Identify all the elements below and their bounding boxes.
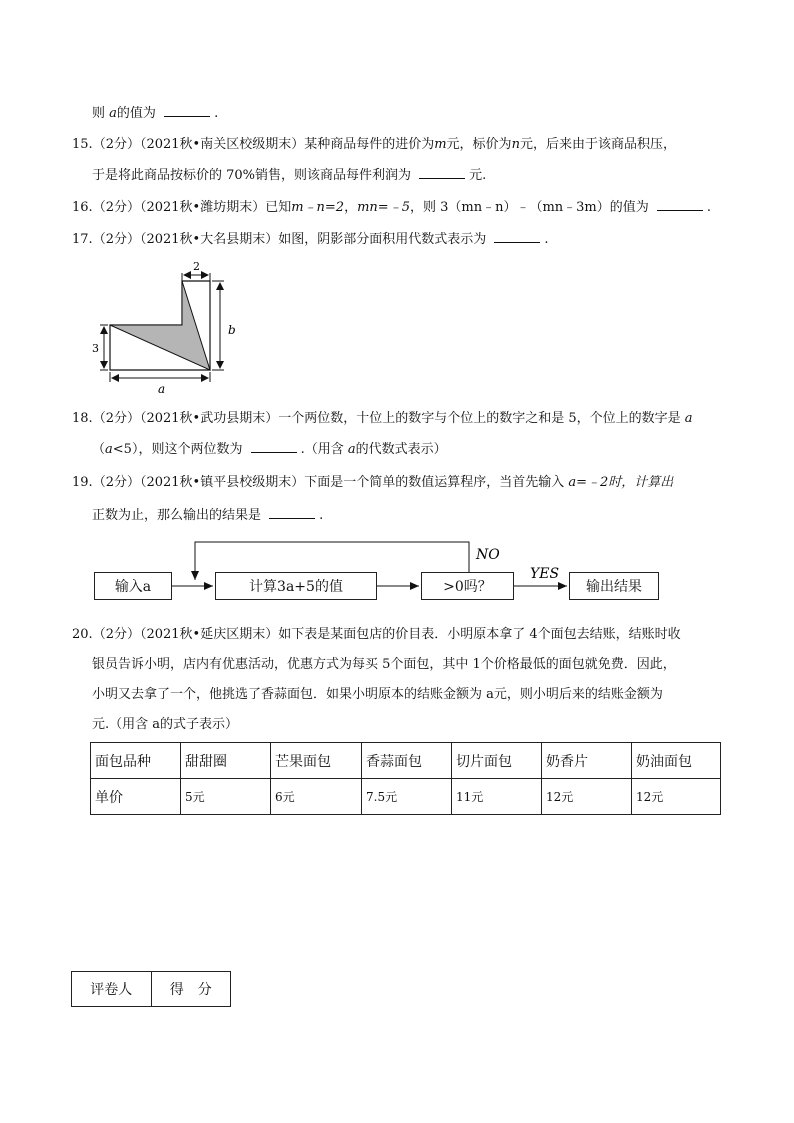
q16-answer-blank[interactable] [657, 198, 703, 211]
q19-answer-blank[interactable] [269, 506, 315, 519]
q18-text-b: <5），则这个两位数为 [112, 442, 243, 457]
table-header-cell: 芒果面包 [271, 743, 362, 779]
q17-number: 17. [72, 232, 93, 247]
q15-answer-blank[interactable] [419, 166, 465, 179]
q16-condition-2: mn=﹣5 [357, 200, 410, 215]
score-box-score[interactable]: 得 分 [169, 982, 212, 998]
q19-text-b: a=﹣2时，计算出 [568, 475, 674, 490]
q17-text: （2分）（2021秋•大名县期末）如图，阴影部分面积用代数式表示为 [92, 232, 487, 247]
q20-number: 20. [72, 627, 93, 642]
q19-line1 [72, 474, 673, 492]
score-box-reviewer: 评卷人 [72, 972, 152, 1006]
q15-text-d: 于是将此商品按标价的 70%销售，则该商品每件利润为 [92, 168, 412, 183]
q18-text-d: 的代数式表示） [355, 442, 447, 457]
q18-var-a3: a [347, 442, 356, 457]
q20-line3 [92, 686, 663, 704]
table-header-cell: 面包品种 [91, 743, 181, 779]
q17-end: . [544, 232, 549, 247]
flow-condition-label: >0吗？ [443, 579, 492, 595]
q14-tail [92, 104, 218, 123]
q18-answer-blank[interactable] [251, 440, 297, 453]
flow-compute-box [215, 572, 377, 600]
q16-number: 16. [72, 200, 93, 215]
q18-line2 [92, 440, 447, 459]
flow-yes-label: YES [530, 566, 560, 582]
fig-label-bottom: a [158, 382, 166, 396]
flow-condition-box [421, 572, 514, 600]
table-header-cell: 甜甜圈 [181, 743, 271, 779]
flow-compute-label: 计算3a+5的值 [249, 579, 343, 595]
q16-end: . [706, 200, 712, 215]
table-row-label: 单价 [91, 779, 181, 815]
q18-paren-open: （ [92, 442, 106, 457]
q14-answer-blank[interactable] [164, 104, 210, 117]
q15-text-a: （2分）（2021秋•南关区校级期末）某种商品每件的进价为 [92, 137, 435, 152]
q19-line2 [92, 506, 323, 525]
q20-line4 [92, 716, 238, 734]
q18-text-c: .（用含 [300, 442, 344, 457]
fig-label-left: 3 [92, 342, 99, 355]
q15-number: 15. [72, 137, 93, 152]
q16-condition-1: m﹣n=2 [291, 200, 345, 215]
q14-text-pre: 则 [92, 106, 106, 121]
figure-shaded-region [110, 281, 210, 370]
flow-no-label: NO [476, 547, 500, 563]
price-table-price-row [91, 779, 721, 815]
price-table [90, 742, 721, 815]
q16-text-b: ，则 3（mn﹣n）﹣（mn﹣3m）的值为 [409, 200, 649, 215]
q19-number: 19. [72, 475, 93, 490]
flow-output-label: 输出结果 [586, 579, 642, 595]
table-cell-price: 5元 [181, 779, 271, 815]
q20-text-4: 元.（用含 a的式子表示） [92, 717, 239, 732]
q19-text-d: . [319, 508, 324, 523]
q15-line1 [72, 136, 676, 154]
table-header-cell: 奶油面包 [632, 743, 721, 779]
table-cell-price: 12元 [542, 779, 632, 815]
q14-text-post: 的值为 [116, 106, 156, 121]
q15-line2 [92, 166, 486, 185]
score-box [71, 971, 231, 1007]
q15-var-m: m [434, 137, 447, 152]
figure-outline [110, 281, 210, 370]
q16-text-a: （2分）（2021秋•潍坊期末）已知 [92, 200, 292, 215]
table-cell-price: 11元 [452, 779, 542, 815]
q18-var-a: a [684, 411, 693, 426]
q14-var: a [109, 106, 117, 121]
q19-text-c: 正数为止，那么输出的结果是 [92, 508, 262, 523]
table-header-cell: 奶香片 [542, 743, 632, 779]
q18-text-a: （2分）（2021秋•武功县期末）一个两位数，十位上的数字与个位上的数字之和是 5，个位上的数字是 [92, 411, 681, 426]
price-table-header-row [91, 743, 721, 779]
q16-line [72, 198, 711, 217]
flow-input-box [94, 572, 172, 600]
fig-label-top: 2 [193, 260, 200, 273]
q15-text-b: 元，标价为 [446, 137, 512, 152]
flow-output-box [569, 572, 659, 600]
q20-text-3: 小明又去拿了一个，他挑选了香蒜面包．如果小明原本的结账金额为 a元，则小明后来的结账金额为 [92, 687, 663, 702]
q20-line1 [72, 626, 681, 644]
q20-text-2: 银员告诉小明，店内有优惠活动，优惠方式为每买 5个面包，其中 1个价格最低的面包就免费．因此， [92, 657, 676, 672]
q18-number: 18. [72, 411, 93, 426]
fig-label-right: b [228, 323, 236, 337]
q18-var-a2: a [105, 442, 113, 457]
q20-text-1: （2分）（2021秋•延庆区期末）如下表是某面包店的价目表．小明原本拿了 4个面包去结账，结账时收 [92, 627, 681, 642]
q14-end: . [214, 106, 219, 121]
q15-var-n: n [511, 137, 520, 152]
q20-line2 [92, 656, 676, 674]
q17-line [72, 230, 549, 249]
table-cell-price: 12元 [632, 779, 721, 815]
q19-text-a: （2分）（2021秋•镇平县校级期末）下面是一个简单的数值运算程序，当首先输入 [92, 475, 565, 490]
table-cell-price: 6元 [271, 779, 362, 815]
q16-sep: ， [344, 200, 358, 215]
q18-line1 [72, 410, 693, 428]
q17-answer-blank[interactable] [494, 230, 540, 243]
table-header-cell: 香蒜面包 [362, 743, 452, 779]
table-cell-price: 7.5元 [362, 779, 452, 815]
q15-text-e: 元. [469, 168, 487, 183]
flow-input-label: 输入a [114, 579, 152, 595]
q15-text-c: 元，后来由于该商品积压， [519, 137, 676, 152]
table-header-cell: 切片面包 [452, 743, 542, 779]
